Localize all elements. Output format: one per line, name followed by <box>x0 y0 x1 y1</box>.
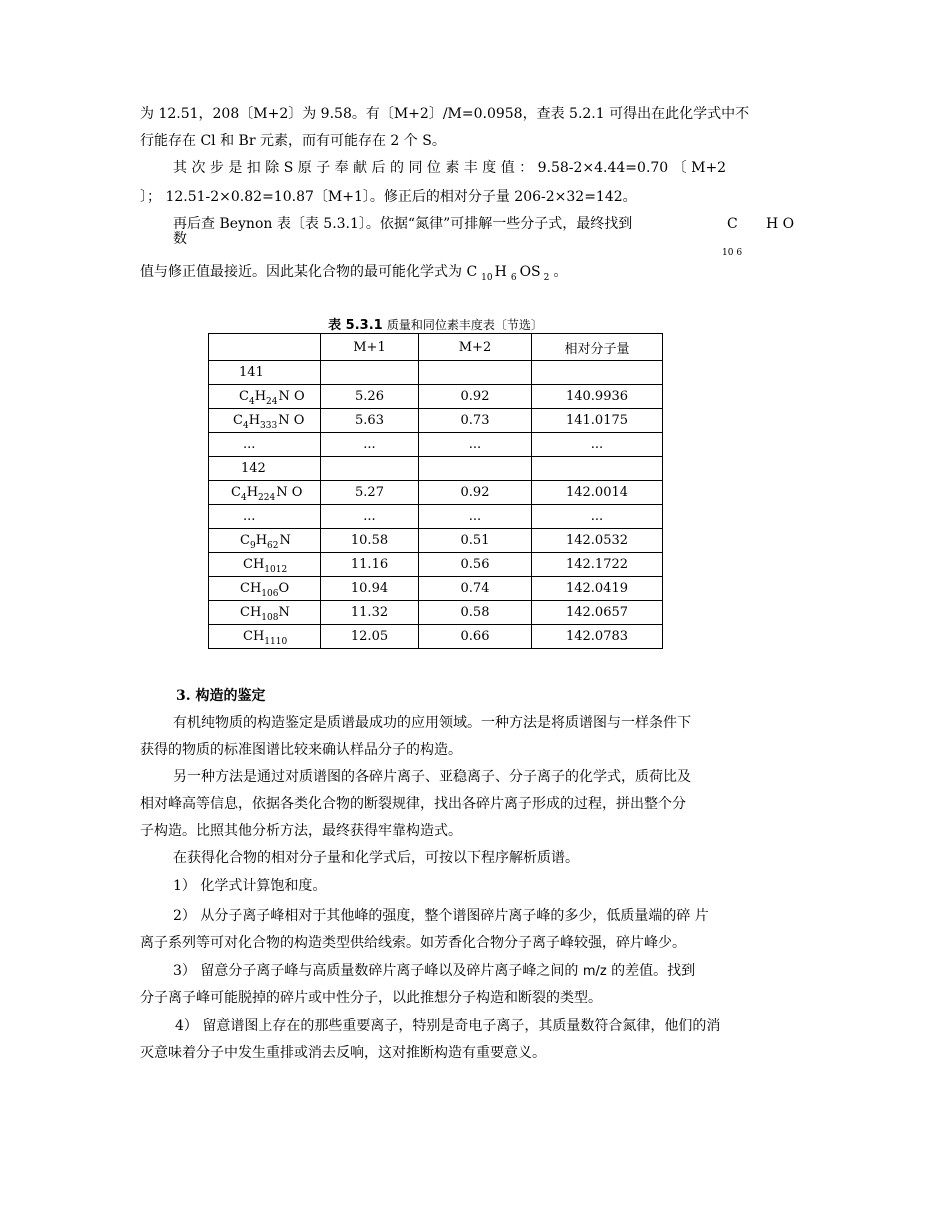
mw-cell: 142.0419 <box>532 577 663 601</box>
cell <box>419 361 532 385</box>
group-mass: 141 <box>209 361 321 385</box>
table-row <box>209 361 663 385</box>
m1-cell: 10.58 <box>321 529 419 553</box>
mw-cell: 141.0175 <box>532 409 663 433</box>
formula-part: N <box>278 605 290 620</box>
formula-subscripts: 10 6 <box>722 248 743 258</box>
sub: 1012 <box>264 565 288 575</box>
sub: 9 <box>249 541 256 551</box>
m2-cell: 0.74 <box>419 577 532 601</box>
m1-cell: 5.27 <box>321 481 419 505</box>
sub: 2 <box>543 273 550 283</box>
mw-cell: 142.0783 <box>532 625 663 649</box>
table-row <box>209 409 663 433</box>
ellipsis-cell: ... <box>321 433 419 457</box>
formula-part: N <box>279 533 291 548</box>
mw-cell: 142.0532 <box>532 529 663 553</box>
table-row <box>209 577 663 601</box>
sub: 333 <box>260 421 278 431</box>
text: 3） 留意分子离子峰与高质量数碎片离子峰以及碎片离子峰之间的 <box>173 963 579 979</box>
formula-part: CH <box>240 605 262 620</box>
mw-cell: 142.0014 <box>532 481 663 505</box>
sub: 10 <box>481 273 493 283</box>
para-line: 子构造。比照其他分析方法，最终获得牢靠构造式。 <box>140 823 462 839</box>
table-row <box>209 553 663 577</box>
list-item-cont: 分子离子峰可能脱掉的碎片或中性分子，以此推想分子构造和断裂的类型。 <box>140 990 602 1006</box>
mw-cell: 140.9936 <box>532 385 663 409</box>
para-line <box>140 262 567 284</box>
table-row <box>209 505 663 529</box>
formula-part: CH <box>243 557 265 572</box>
cell <box>532 361 663 385</box>
formula-part: H <box>246 485 259 500</box>
para-line: 再后查 Beynon 表〔表 5.3.1〕。依据“氮律”可排解一些分子式，最终找到 <box>173 216 633 232</box>
formula-cell <box>209 385 321 409</box>
formula-part: N O <box>278 413 305 428</box>
table-row <box>209 481 663 505</box>
ellipsis-cell: ... <box>419 505 532 529</box>
para-line: 行能存在 Cl 和 Br 元素，而有可能存在 2 个 S。 <box>140 133 446 149</box>
header-cell: 相对分子量 <box>532 334 663 361</box>
sub: 224 <box>258 493 276 503</box>
m2-cell: 0.56 <box>419 553 532 577</box>
sub: 1110 <box>264 637 288 647</box>
ellipsis-cell: ... <box>532 505 663 529</box>
formula-part: H <box>494 264 507 280</box>
sub: 4 <box>248 397 255 407</box>
para-line: 数 <box>173 231 187 247</box>
list-item-cont: 灭意味着分子中发生重排或消去反响，这对推断构造有重要意义。 <box>140 1045 546 1061</box>
header-cell: M+1 <box>321 334 419 361</box>
sub: 62 <box>267 541 279 551</box>
formula-HO: H O <box>766 216 795 232</box>
formula-part: C <box>240 533 250 548</box>
table-caption-number: 表 5.3.1 <box>328 318 383 333</box>
mw-cell: 142.1722 <box>532 553 663 577</box>
para-line: 在获得化合物的相对分子量和化学式后，可按以下程序解析质谱。 <box>173 850 579 866</box>
formula-part: N O <box>276 485 303 500</box>
m2-cell: 0.73 <box>419 409 532 433</box>
mw-cell: 142.0657 <box>532 601 663 625</box>
ellipsis-cell: ... <box>419 433 532 457</box>
table-row <box>209 385 663 409</box>
formula-cell <box>209 553 321 577</box>
table-row <box>209 529 663 553</box>
formula-part: O <box>278 581 290 596</box>
m2-cell: 0.92 <box>419 385 532 409</box>
m2-cell: 0.92 <box>419 481 532 505</box>
ellipsis-cell: ... <box>209 433 321 457</box>
para-line: 为 12.51，208〔M+2〕为 9.58。有〔M+2〕/M=0.0958，查表 5.2.1 可得出在此化学式中不 <box>140 106 750 122</box>
table-row <box>209 625 663 649</box>
cell <box>321 457 419 481</box>
m1-cell: 11.16 <box>321 553 419 577</box>
m1-cell: 5.63 <box>321 409 419 433</box>
formula-cell <box>209 529 321 553</box>
sub: 6 <box>510 273 517 283</box>
sub: 24 <box>266 397 278 407</box>
cell <box>532 457 663 481</box>
formula-cell <box>209 625 321 649</box>
list-item: 4） 留意谱图上存在的那些重要离子，特别是奇电子离子，其质量数符合氮律，他们的消 <box>175 1018 721 1034</box>
sub: 4 <box>242 421 249 431</box>
header-cell <box>209 334 321 361</box>
cell <box>321 361 419 385</box>
cell <box>419 457 532 481</box>
para-line: 其 次 步 是 扣 除 S 原 子 奉 献 后 的 同 位 素 丰 度 值 ： 9.58-2×4.44=0.70 〔 M+2 <box>173 160 727 176</box>
mz-symbol: m/z <box>582 964 607 979</box>
mass-abundance-table <box>208 333 663 649</box>
sub: 106 <box>261 589 279 599</box>
table-caption <box>208 314 663 333</box>
section-heading: 3. 构造的鉴定 <box>176 688 266 704</box>
sub: 4 <box>240 493 247 503</box>
table-caption-text: 质量和同位素丰度表〔节选〕 <box>386 318 543 332</box>
line6-text: 值与修正值最接近。因此某化合物的最可能化学式为 C <box>140 264 478 280</box>
para-line: 另一种方法是通过对质谱图的各碎片离子、亚稳离子、分子离子的化学式，质荷比及 <box>173 769 691 785</box>
header-cell: M+2 <box>419 334 532 361</box>
ellipsis-cell: ... <box>209 505 321 529</box>
formula-part: C <box>239 389 249 404</box>
formula-cell <box>209 601 321 625</box>
sub: 108 <box>261 613 279 623</box>
formula-cell <box>209 409 321 433</box>
formula-cell <box>209 577 321 601</box>
m2-cell: 0.66 <box>419 625 532 649</box>
formula-cell <box>209 481 321 505</box>
formula-C: C <box>727 216 738 232</box>
formula-part: C <box>231 485 241 500</box>
table-row <box>209 433 663 457</box>
m1-cell: 11.32 <box>321 601 419 625</box>
formula-part: CH <box>243 629 265 644</box>
para-line: 获得的物质的标准图谱比较来确认样品分子的构造。 <box>140 742 462 758</box>
table-row <box>209 457 663 481</box>
para-line: 有机纯物质的构造鉴定是质谱最成功的应用领域。一种方法是将质谱图与一样条件下 <box>173 715 691 731</box>
formula-part: H <box>255 533 268 548</box>
formula-part: 。 <box>553 264 568 280</box>
formula-part: H <box>254 389 267 404</box>
formula-part: H <box>248 413 261 428</box>
list-item-cont: 离子系列等可对化合物的构造类型供给线索。如芳香化合物分子离子峰较强，碎片峰少。 <box>140 935 686 951</box>
para-line: 相对峰高等信息，依据各类化合物的断裂规律，找出各碎片离子形成的过程，拼出整个分 <box>140 796 686 812</box>
table-header-row <box>209 334 663 361</box>
group-mass: 142 <box>209 457 321 481</box>
list-item: 1） 化学式计算饱和度。 <box>173 878 327 894</box>
list-item: 2） 从分子离子峰相对于其他峰的强度，整个谱图碎片离子峰的多少，低质量端的碎 片 <box>173 908 709 924</box>
m2-cell: 0.51 <box>419 529 532 553</box>
formula-part: OS <box>519 264 541 280</box>
m1-cell: 5.26 <box>321 385 419 409</box>
ellipsis-cell: ... <box>321 505 419 529</box>
para-line: 〕； 12.51-2×0.82=10.87〔M+1〕。修正后的相对分子量 206-2×32=142。 <box>140 189 637 205</box>
list-item <box>173 961 695 982</box>
formula-part: C <box>233 413 243 428</box>
m1-cell: 12.05 <box>321 625 419 649</box>
ellipsis-cell: ... <box>532 433 663 457</box>
text: 的差值。找到 <box>611 963 696 979</box>
m2-cell: 0.58 <box>419 601 532 625</box>
formula-part: N O <box>278 389 305 404</box>
table-row <box>209 601 663 625</box>
formula-part: CH <box>240 581 262 596</box>
m1-cell: 10.94 <box>321 577 419 601</box>
